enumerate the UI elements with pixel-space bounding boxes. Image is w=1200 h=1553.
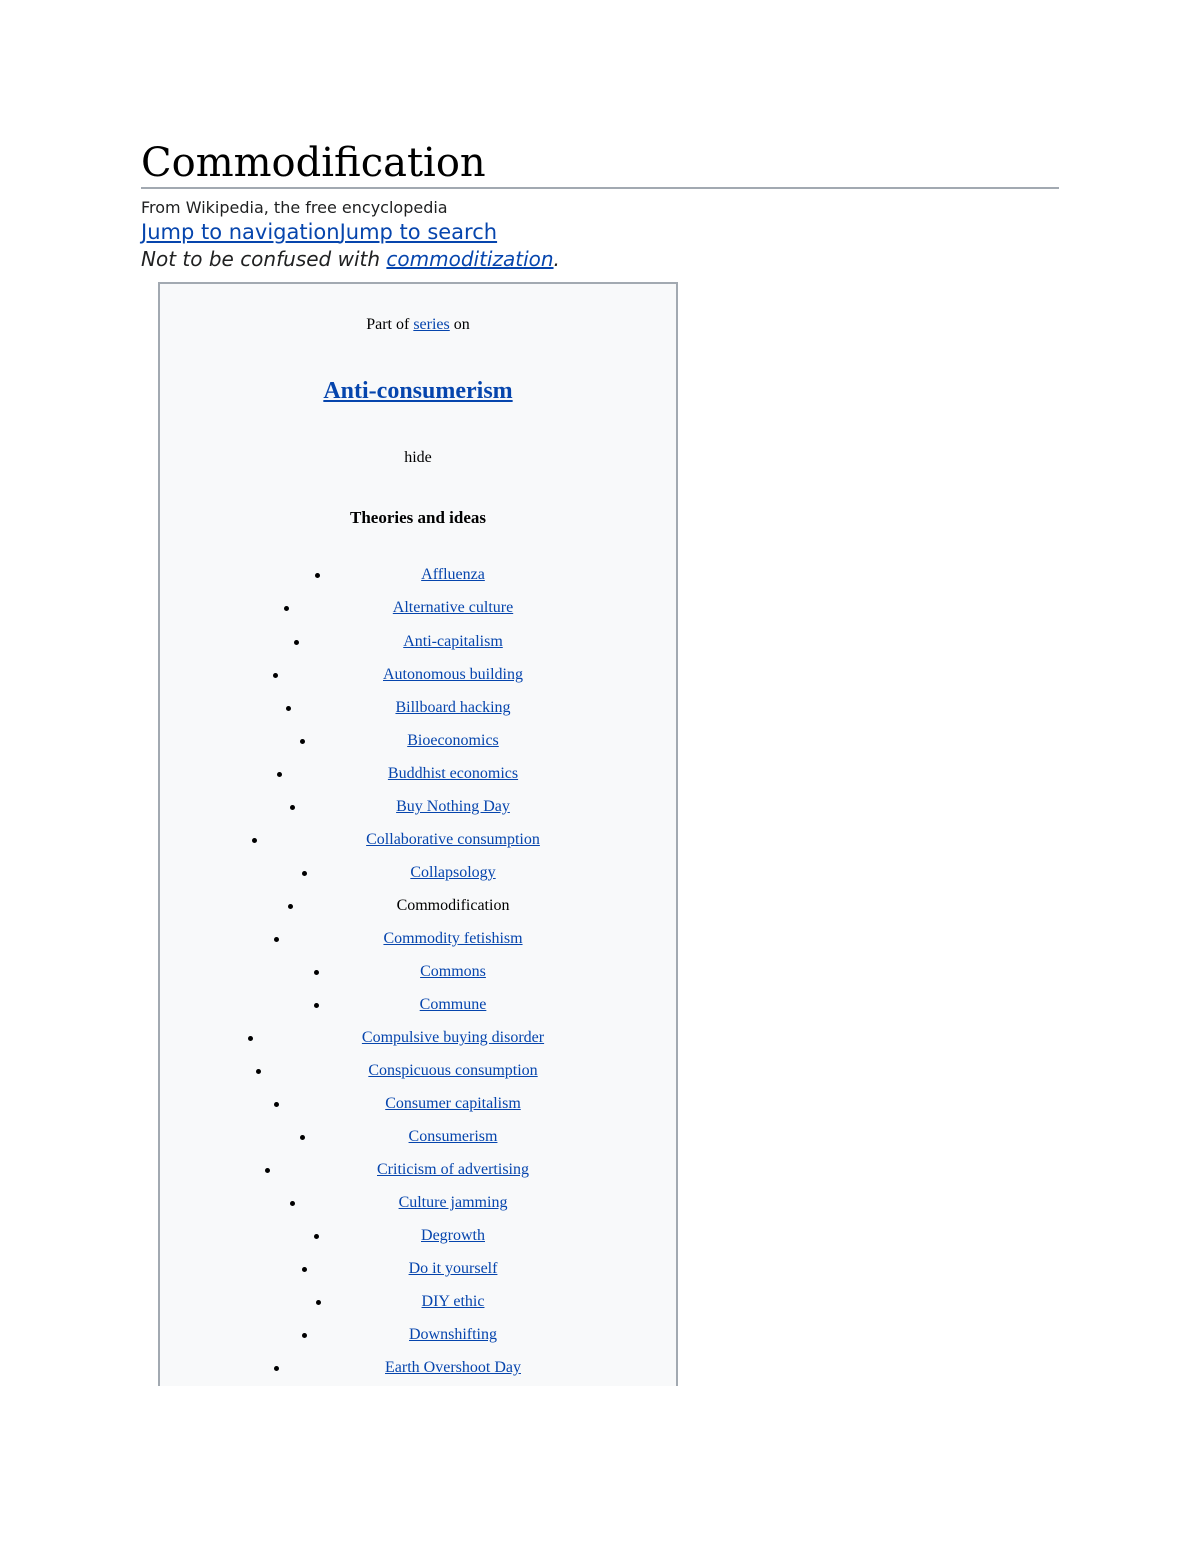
sidebar-item-link[interactable]: Collapsology — [410, 864, 496, 881]
bullet-icon — [302, 871, 307, 876]
sidebar-item-link[interactable]: Buy Nothing Day — [396, 798, 510, 815]
list-item — [160, 1091, 676, 1124]
bullet-icon — [302, 1333, 307, 1338]
sidebar-item-link[interactable]: DIY ethic — [421, 1293, 485, 1310]
jump-to-navigation-link[interactable]: Jump to navigation — [141, 220, 340, 244]
list-item — [160, 1355, 676, 1386]
list-item — [160, 595, 676, 628]
list-item — [160, 629, 676, 662]
sidebar-item-link[interactable]: Downshifting — [409, 1326, 497, 1343]
bullet-icon — [294, 640, 299, 645]
list-item — [160, 695, 676, 728]
hatnote-prefix: Not to be confused with — [141, 247, 387, 271]
sidebar-item-link[interactable]: Commons — [420, 963, 486, 980]
sidebar-item-link[interactable]: Alternative culture — [392, 599, 514, 616]
bullet-icon — [274, 1102, 279, 1107]
bullet-icon — [274, 937, 279, 942]
list-item — [160, 1157, 676, 1190]
list-item — [160, 1190, 676, 1223]
sidebar-item-link[interactable]: Consumerism — [408, 1128, 498, 1145]
bullet-icon — [315, 573, 320, 578]
page-title: Commodification — [141, 140, 486, 186]
bullet-icon — [290, 1201, 295, 1206]
list-item — [160, 827, 676, 860]
sidebar-item-link[interactable]: Compulsive buying disorder — [361, 1029, 545, 1046]
jump-to-search-link[interactable]: Jump to search — [339, 220, 498, 244]
list-item — [160, 1322, 676, 1355]
site-tagline: From Wikipedia, the free encyclopedia — [141, 198, 448, 217]
list-item — [160, 728, 676, 761]
sidebar-item-link[interactable]: Culture jamming — [398, 1194, 508, 1211]
sidebar-item-link[interactable]: Do it yourself — [408, 1260, 498, 1277]
list-item — [160, 1124, 676, 1157]
list-item — [160, 860, 676, 893]
bullet-icon — [314, 970, 319, 975]
list-item — [160, 893, 676, 926]
bullet-icon — [300, 1135, 305, 1140]
sidebar-section-heading: Theories and ideas — [349, 508, 487, 527]
bullet-icon — [277, 772, 282, 777]
bullet-icon — [248, 1036, 253, 1041]
sidebar-item-link[interactable]: Commodity fetishism — [383, 930, 523, 947]
list-item — [160, 1256, 676, 1289]
sidebar-item-link[interactable]: Commune — [419, 996, 487, 1013]
hatnote-commoditization-link[interactable]: commoditization — [386, 247, 554, 271]
list-item — [160, 1223, 676, 1256]
anti-consumerism-link[interactable]: Anti-consumerism — [323, 378, 513, 404]
sidebar-series-title — [160, 375, 676, 407]
bullet-icon — [273, 673, 278, 678]
sidebar-item-link[interactable]: Anti-capitalism — [403, 633, 503, 650]
bullet-icon — [314, 1003, 319, 1008]
part-of-suffix: on — [449, 316, 470, 333]
bullet-icon — [274, 1366, 279, 1371]
bullet-icon — [314, 1234, 319, 1239]
bullet-icon — [252, 838, 257, 843]
hatnote-suffix: . — [553, 247, 560, 271]
sidebar-item-link[interactable]: Degrowth — [421, 1227, 485, 1244]
sidebar-item-link[interactable]: Conspicuous consumption — [368, 1062, 538, 1079]
list-item — [160, 662, 676, 695]
bullet-icon — [256, 1069, 261, 1074]
list-item — [160, 1025, 676, 1058]
jump-links — [141, 219, 497, 245]
bullet-icon — [286, 706, 291, 711]
list-item — [160, 761, 676, 794]
title-divider — [141, 187, 1059, 189]
bullet-icon — [265, 1168, 270, 1173]
hide-toggle-button[interactable]: hide — [404, 449, 432, 466]
bullet-icon — [284, 606, 289, 611]
sidebar-item-link[interactable]: Bioeconomics — [407, 732, 499, 749]
list-item — [160, 992, 676, 1025]
sidebar-item-link[interactable]: Affluenza — [421, 566, 485, 583]
sidebar-item-link[interactable]: Billboard hacking — [395, 699, 511, 716]
list-item — [160, 1058, 676, 1091]
bullet-icon — [290, 805, 295, 810]
series-sidebar — [158, 282, 678, 1386]
sidebar-item-link[interactable]: Earth Overshoot Day — [385, 1359, 521, 1376]
hatnote — [141, 246, 560, 272]
sidebar-item-link[interactable]: Criticism of advertising — [377, 1161, 529, 1178]
sidebar-item-link[interactable]: Autonomous building — [382, 666, 524, 683]
sidebar-item-current: Commodification — [396, 897, 510, 914]
bullet-icon — [288, 904, 293, 909]
series-link[interactable]: series — [413, 316, 450, 333]
bullet-icon — [300, 739, 305, 744]
bullet-icon — [316, 1300, 321, 1305]
bullet-icon — [302, 1267, 307, 1272]
sidebar-item-link[interactable]: Consumer capitalism — [385, 1095, 521, 1112]
list-item — [160, 1289, 676, 1322]
sidebar-item-link[interactable]: Buddhist economics — [387, 765, 519, 782]
sidebar-item-link[interactable]: Collaborative consumption — [366, 831, 540, 848]
sidebar-part-of — [160, 314, 676, 336]
list-item — [160, 926, 676, 959]
list-item — [160, 562, 676, 595]
part-of-prefix: Part of — [366, 316, 414, 333]
list-item — [160, 959, 676, 992]
list-item — [160, 794, 676, 827]
